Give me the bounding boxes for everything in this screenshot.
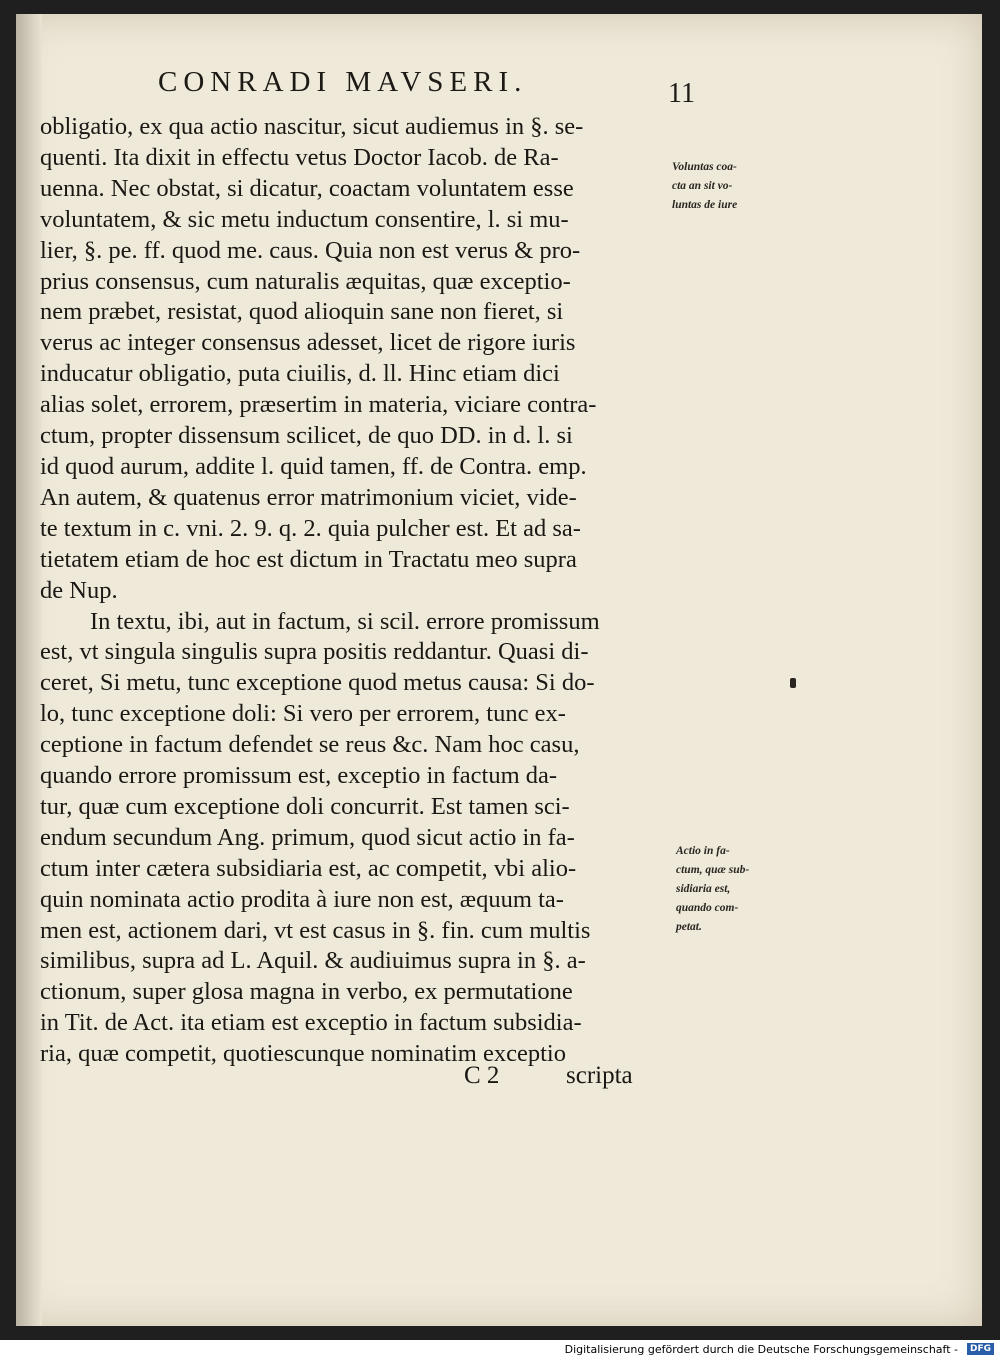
text-line: de Nup. (40, 576, 118, 604)
text-line: In textu, ibi, aut in factum, si scil. errore promissum (90, 607, 600, 635)
text-line: ceptione in factum defendet se reus &c. Nam hoc casu, (40, 731, 580, 759)
text-line: voluntatem, & sic metu inductum consentire, l. si mu- (40, 205, 569, 233)
page-number: 11 (668, 78, 695, 109)
marginal-note-line: luntas de iure (672, 199, 738, 211)
marginal-note-line: Actio in fa- (676, 845, 730, 857)
text-line: ctionum, super glosa magna in verbo, ex permutatione (40, 978, 573, 1006)
dfg-logo-icon: DFG (967, 1343, 994, 1355)
text-line: quin nominata actio prodita à iure non est, æquum ta- (40, 885, 564, 913)
ink-speck (790, 678, 796, 688)
marginal-note-line: ctum, quæ sub- (676, 864, 750, 876)
page-gutter (16, 14, 42, 1326)
text-line: lier, §. pe. ff. quod me. caus. Quia non est verus & pro- (40, 236, 581, 264)
text-line: quando errore promissum est, exceptio in factum da- (40, 762, 558, 790)
text-line: uenna. Nec obstat, si dicatur, coactam voluntatem esse (40, 174, 574, 202)
text-line: endum secundum Ang. primum, quod sicut actio in fa- (40, 823, 575, 851)
marginal-note-line: sidiaria est, (676, 883, 731, 895)
credit-bar (0, 1340, 1000, 1361)
text-line: tietatem etiam de hoc est dictum in Tractatu meo supra (40, 545, 577, 573)
marginal-note (672, 158, 792, 215)
text-line: ceret, Si metu, tunc exceptione quod metus causa: Si do- (40, 669, 595, 697)
marginal-note-line: quando com- (676, 902, 739, 914)
catchword: scripta (566, 1062, 633, 1089)
text-line: similibus, supra ad L. Aquil. & audiuimus supra in §. a- (40, 947, 586, 975)
marginal-note-line: Voluntas coa- (672, 161, 737, 173)
text-line: lo, tunc exceptione doli: Si vero per errorem, tunc ex- (40, 700, 566, 728)
text-line: prius consensus, cum naturalis æquitas, quæ exceptio- (40, 267, 571, 295)
text-line: ctum, propter dissensum scilicet, de quo DD. in d. l. si (40, 422, 573, 450)
marginal-note (676, 842, 796, 937)
main-text-block (40, 112, 668, 1070)
text-line: ria, quæ competit, quotiescunque nominatim exceptio (40, 1040, 566, 1068)
text-line: men est, actionem dari, vt est casus in §. fin. cum multis (40, 916, 591, 944)
text-line: in Tit. de Act. ita etiam est exceptio in factum subsidia- (40, 1009, 582, 1037)
text-line: id quod aurum, addite l. quid tamen, ff. de Contra. emp. (40, 452, 587, 480)
marginal-note-line: cta an sit vo- (672, 180, 733, 192)
text-line: nem præbet, resistat, quod alioquin sane non fieret, si (40, 298, 564, 326)
text-line: alias solet, errorem, præsertim in materia, viciare contra- (40, 391, 597, 419)
signature-mark: C 2 (464, 1062, 500, 1089)
credit-text: Digitalisierung gefördert durch die Deutsche Forschungsgemeinschaft - (564, 1343, 958, 1356)
text-line: ctum inter cætera subsidiaria est, ac competit, vbi alio- (40, 854, 577, 882)
text-line: quenti. Ita dixit in effectu vetus Doctor Iacob. de Ra- (40, 143, 559, 171)
text-line: obligatio, ex qua actio nascitur, sicut audiemus in §. se- (40, 113, 584, 140)
text-line: verus ac integer consensus adesset, licet de rigore iuris (40, 329, 576, 357)
text-line: est, vt singula singulis supra positis reddantur. Quasi di- (40, 638, 589, 666)
text-line: An autem, & quatenus error matrimonium viciet, vide- (40, 483, 577, 511)
text-line: te textum in c. vni. 2. 9. q. 2. quia pulcher est. Et ad sa- (40, 514, 581, 542)
text-line: inducatur obligatio, puta ciuilis, d. ll. Hinc etiam dici (40, 360, 560, 388)
running-head: CONRADI MAVSERI. (158, 66, 528, 98)
marginal-note-line: petat. (676, 921, 702, 933)
text-line: tur, quæ cum exceptione doli concurrit. Est tamen sci- (40, 792, 570, 820)
